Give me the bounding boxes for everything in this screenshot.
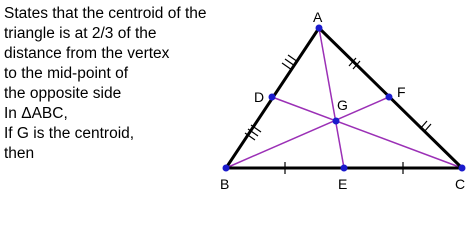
text-line-triangle: In ΔABC, xyxy=(4,105,68,122)
text-line-2: triangle is at 2/3 of the xyxy=(4,25,157,42)
point-d xyxy=(269,94,276,101)
label-e: E xyxy=(338,176,348,192)
label-a: A xyxy=(313,9,323,25)
point-c xyxy=(459,165,466,172)
point-f xyxy=(386,94,393,101)
point-b xyxy=(223,165,230,172)
text-line-4: to the mid-point of xyxy=(4,65,129,82)
label-c: C xyxy=(455,176,466,192)
label-b: B xyxy=(220,176,230,192)
text-line-3: distance from the vertex xyxy=(4,45,170,62)
text-line-5: the opposite side xyxy=(4,85,122,102)
point-e xyxy=(341,165,348,172)
label-g: G xyxy=(337,97,348,113)
label-d: D xyxy=(254,89,265,105)
point-g xyxy=(333,118,340,125)
label-f: F xyxy=(397,84,406,100)
text-line-then: then xyxy=(4,145,35,162)
median-c-d xyxy=(272,97,462,168)
text-line-1: States that the centroid of the xyxy=(4,5,207,22)
point-a xyxy=(316,25,323,32)
text-line-centroid: If G is the centroid, xyxy=(4,125,135,142)
